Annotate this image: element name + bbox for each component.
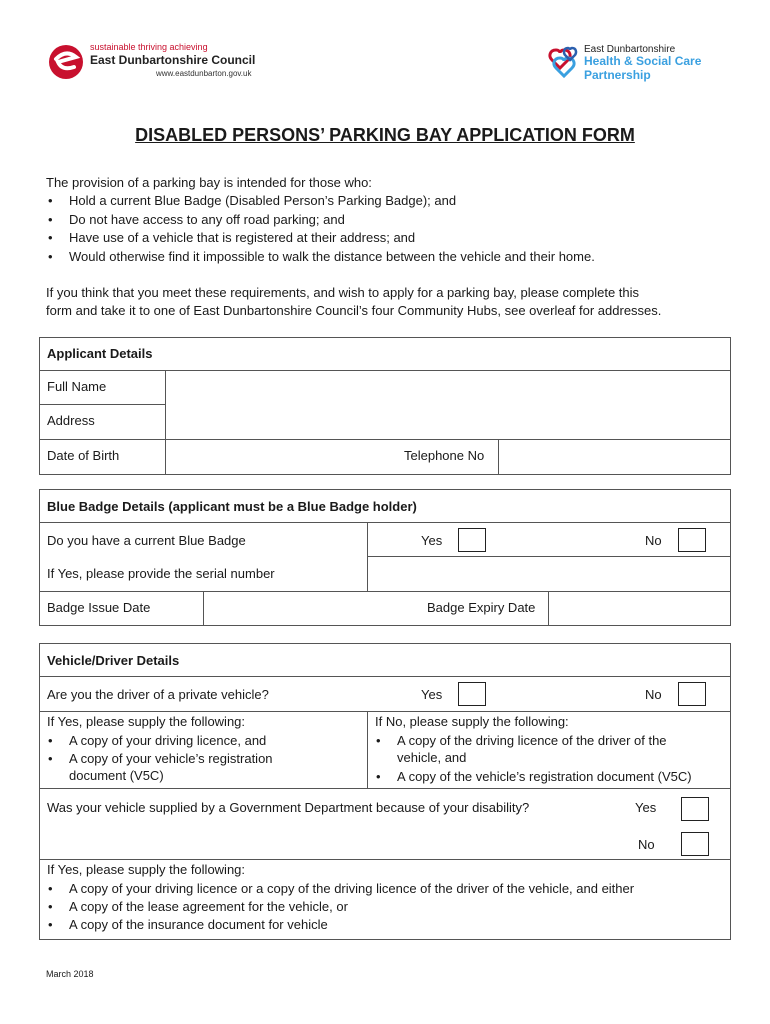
gov-no-checkbox[interactable]	[681, 832, 709, 856]
vehicle-heading: Vehicle/Driver Details	[47, 653, 180, 668]
dob-label: Date of Birth	[47, 448, 120, 463]
telephone-field[interactable]	[499, 440, 730, 474]
list-item: • Do not have access to any off road parking; and	[46, 211, 595, 230]
telephone-label: Telephone No	[404, 448, 485, 463]
list-item-continuation: vehicle, and	[397, 750, 467, 765]
address-field[interactable]	[166, 372, 730, 438]
dob-field[interactable]	[166, 440, 392, 474]
serial-number-label: If Yes, please provide the serial number	[47, 566, 275, 581]
partnership-line1: East Dunbartonshire	[584, 44, 676, 55]
current-badge-question: Do you have a current Blue Badge	[47, 533, 246, 548]
divider	[39, 788, 731, 789]
badge-issue-date-label: Badge Issue Date	[47, 600, 151, 615]
gov-yes-label: Yes	[635, 800, 657, 815]
partnership-line3: Partnership	[584, 68, 651, 82]
serial-number-field[interactable]	[368, 557, 730, 591]
driver-no-checkbox[interactable]	[678, 682, 706, 706]
if-yes-lead: If Yes, please supply the following:	[47, 714, 246, 729]
list-item: • Hold a current Blue Badge (Disabled Person’s Parking Badge); and	[46, 192, 595, 211]
partnership-logo	[546, 44, 746, 86]
divider	[39, 711, 731, 712]
list-item: • A copy of the vehicle’s registration document (V5C)	[374, 768, 692, 786]
driver-yes-checkbox[interactable]	[458, 682, 486, 706]
badge-issue-date-field[interactable]	[204, 592, 404, 625]
badge-yes-checkbox[interactable]	[458, 528, 486, 552]
list-item-continuation: document (V5C)	[69, 768, 164, 783]
if-no-bullet-list	[374, 732, 667, 750]
divider	[367, 711, 368, 788]
list-item: • Have use of a vehicle that is registered at their address; and	[46, 229, 595, 248]
list-item: • A copy of the lease agreement for the vehicle, or	[46, 898, 634, 916]
divider	[39, 404, 165, 405]
government-vehicle-question: Was your vehicle supplied by a Government Department because of your disability?	[47, 800, 530, 815]
list-item: • A copy of your driving licence or a copy of the driving licence of the driver of the vehicle, and either	[46, 880, 634, 898]
intro-paragraph-line1: If you think that you meet these requirements, and wish to apply for a parking bay, please complete this	[46, 285, 640, 300]
badge-no-label: No	[645, 533, 662, 548]
badge-expiry-date-label: Badge Expiry Date	[427, 600, 536, 615]
partnership-line2: Health & Social Care	[584, 54, 702, 68]
council-logo	[48, 42, 278, 90]
driver-yes-label: Yes	[421, 687, 443, 702]
list-item: • A copy of the insurance document for vehicle	[46, 916, 634, 934]
council-url: www.eastdunbarton.gov.uk	[156, 69, 252, 78]
gov-bullet-list	[46, 880, 634, 934]
divider	[39, 859, 731, 860]
if-yes-bullet-list	[46, 732, 273, 768]
intro-lead: The provision of a parking bay is intended for those who:	[46, 175, 372, 190]
council-e-icon	[48, 44, 84, 80]
blue-badge-heading: Blue Badge Details (applicant must be a Blue Badge holder)	[47, 499, 417, 514]
council-tagline: sustainable thriving achieving	[90, 42, 208, 52]
gov-no-label: No	[638, 837, 655, 852]
list-item: • Would otherwise find it impossible to walk the distance between the vehicle and their home.	[46, 248, 595, 267]
if-no-lead: If No, please supply the following:	[375, 714, 569, 729]
full-name-label: Full Name	[47, 379, 107, 394]
intro-bullet-list	[46, 192, 595, 266]
list-item: • A copy of the driving licence of the driver of the	[374, 732, 667, 750]
page-title: DISABLED PERSONS’ PARKING BAY APPLICATION FORM	[135, 125, 635, 145]
if-no-bullet-list-2	[374, 768, 692, 786]
applicant-heading: Applicant Details	[47, 346, 153, 361]
list-item: • A copy of your vehicle’s registration	[46, 750, 273, 768]
driver-question: Are you the driver of a private vehicle?	[47, 687, 269, 702]
gov-if-yes-lead: If Yes, please supply the following:	[47, 862, 246, 877]
divider	[39, 522, 731, 523]
footer-date: March 2018	[46, 969, 94, 979]
partnership-hearts-icon	[546, 44, 582, 80]
badge-yes-label: Yes	[421, 533, 443, 548]
gov-yes-checkbox[interactable]	[681, 797, 709, 821]
council-name: East Dunbartonshire Council	[90, 53, 256, 67]
divider	[39, 676, 731, 677]
address-label: Address	[47, 413, 95, 428]
list-item: • A copy of your driving licence, and	[46, 732, 273, 750]
badge-expiry-date-field[interactable]	[549, 592, 730, 625]
badge-no-checkbox[interactable]	[678, 528, 706, 552]
driver-no-label: No	[645, 687, 662, 702]
intro-paragraph-line2: form and take it to one of East Dunbartonshire Council’s four Community Hubs, see overleaf for addresses.	[46, 303, 662, 318]
